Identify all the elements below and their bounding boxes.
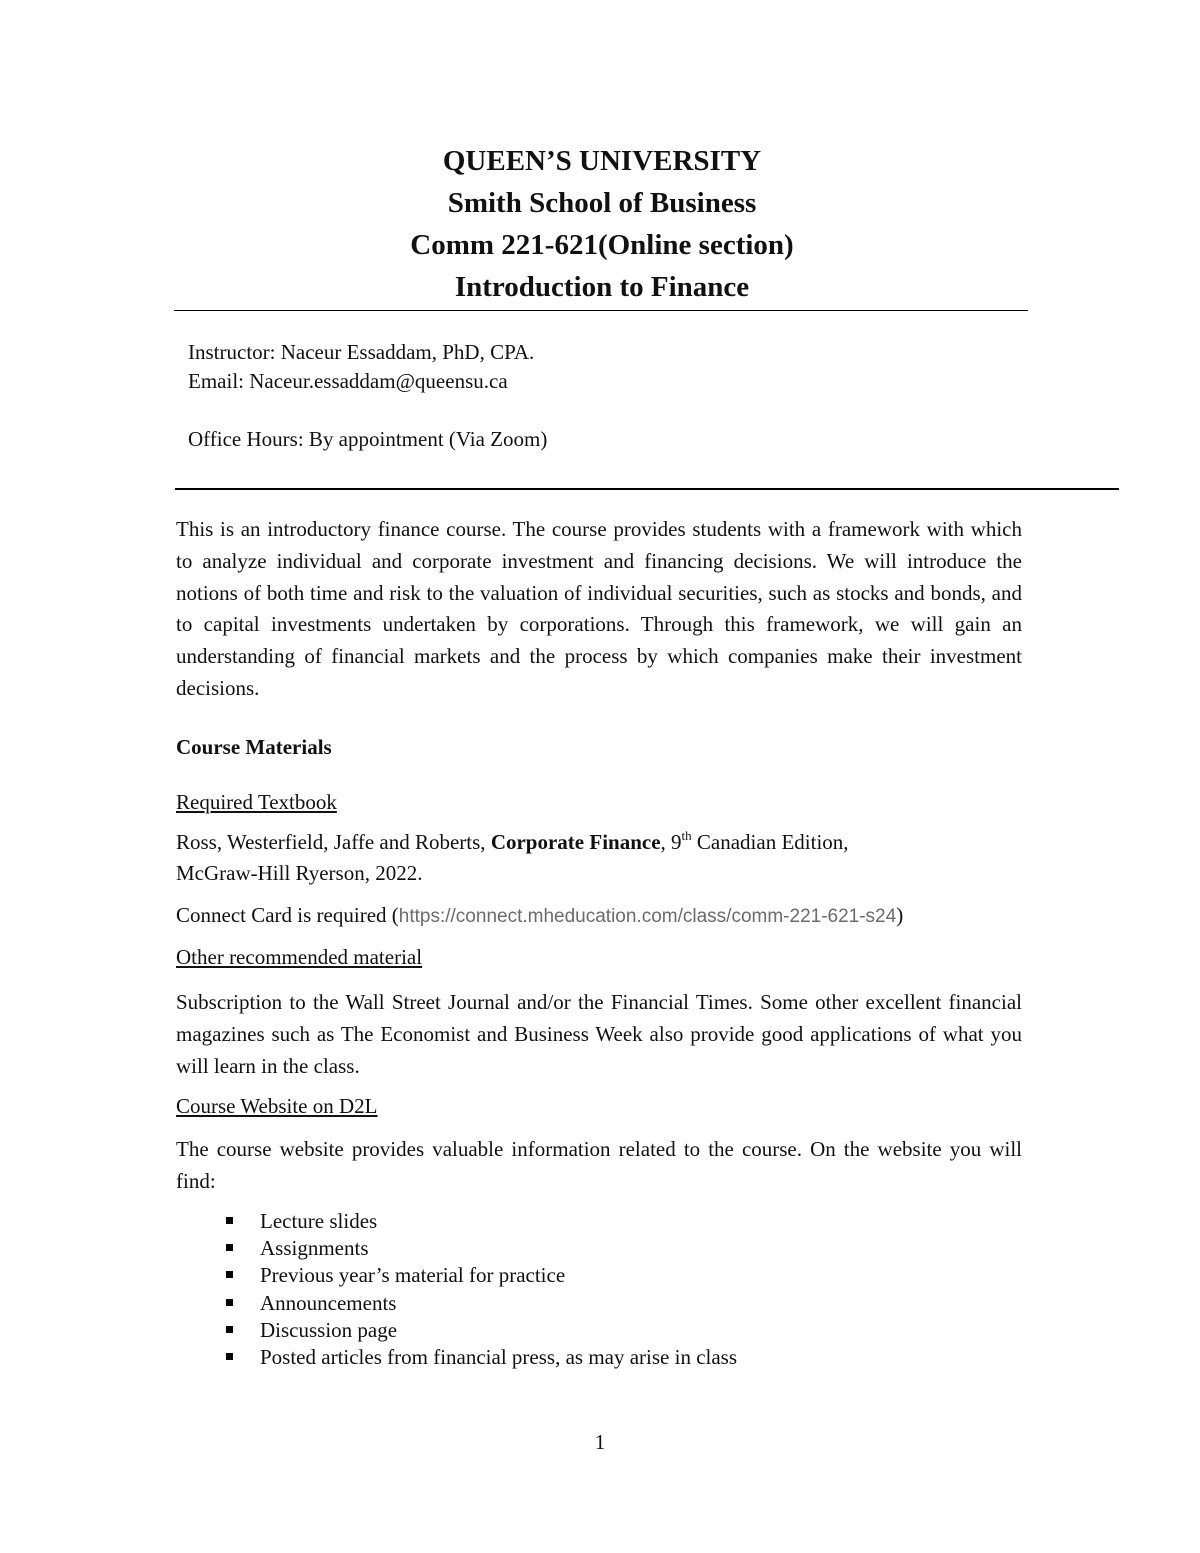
textbook-edition-suffix: Canadian Edition, — [691, 830, 849, 854]
course-materials-heading: Course Materials — [176, 735, 332, 759]
title-divider — [174, 310, 1028, 311]
list-item: Posted articles from financial press, as may arise in class — [222, 1344, 737, 1371]
course-website-heading: Course Website on D2L — [176, 1094, 378, 1118]
list-item: Lecture slides — [222, 1208, 737, 1235]
list-item: Announcements — [222, 1290, 737, 1317]
bullet-icon — [226, 1326, 233, 1333]
university-name: QUEEN’S UNIVERSITY — [442, 145, 762, 177]
email-line: Email: Naceur.essaddam@queensu.ca — [188, 369, 508, 393]
website-items-list — [222, 1208, 737, 1371]
intro-paragraph: This is an introductory finance course. The course provides students with a framework with which to analyze individual and corporate investment and financing decisions. We will introduce the notions of both time and risk to the valuation of individual securities, such as stocks and bonds, and to capital investments undertaken by corporations. Through this framework, we will gain an understanding of financial markets and the process by which companies make their investment decisions. — [176, 517, 1022, 700]
required-textbook-heading: Required Textbook — [176, 790, 337, 814]
info-divider — [175, 488, 1119, 490]
connect-prefix: Connect Card is required ( — [176, 903, 399, 927]
other-material-heading: Other recommended material — [176, 945, 423, 969]
title-block — [176, 140, 1028, 308]
textbook-title: Corporate Finance — [490, 830, 661, 854]
bullet-icon — [226, 1299, 233, 1306]
page-number: 1 — [594, 1430, 606, 1454]
bullet-icon — [226, 1353, 233, 1360]
instructor-line: Instructor: Naceur Essaddam, PhD, CPA. — [188, 340, 535, 364]
connect-url-link[interactable]: https://connect.mheducation.com/class/comm-221-621-s24 — [398, 906, 897, 927]
edition-superscript: th — [681, 828, 692, 843]
list-item: Assignments — [222, 1235, 737, 1262]
bullet-icon — [226, 1271, 233, 1278]
list-item: Discussion page — [222, 1317, 737, 1344]
course-website-text: The course website provides valuable information related to the course. On the website you will find: — [176, 1137, 1022, 1193]
textbook-edition: , 9 — [660, 830, 682, 854]
connect-suffix: ) — [896, 903, 904, 927]
course-code: Comm 221-621(Online section) — [410, 229, 794, 261]
bullet-icon — [226, 1244, 233, 1251]
school-name: Smith School of Business — [447, 187, 757, 219]
connect-line — [176, 903, 903, 928]
office-hours-line: Office Hours: By appointment (Via Zoom) — [188, 427, 548, 451]
bullet-icon — [226, 1217, 233, 1224]
instructor-info — [188, 338, 547, 454]
course-title: Introduction to Finance — [454, 271, 750, 303]
textbook-citation — [176, 830, 849, 855]
other-material-text: Subscription to the Wall Street Journal and/or the Financial Times. Some other excellent financial magazines such as The Economist and Business Week also provide good applications of what you will learn in the class. — [176, 990, 1022, 1078]
textbook-authors: Ross, Westerfield, Jaffe and Roberts, — [176, 830, 491, 854]
textbook-publisher: McGraw-Hill Ryerson, 2022. — [176, 861, 423, 885]
list-item: Previous year’s material for practice — [222, 1262, 737, 1289]
